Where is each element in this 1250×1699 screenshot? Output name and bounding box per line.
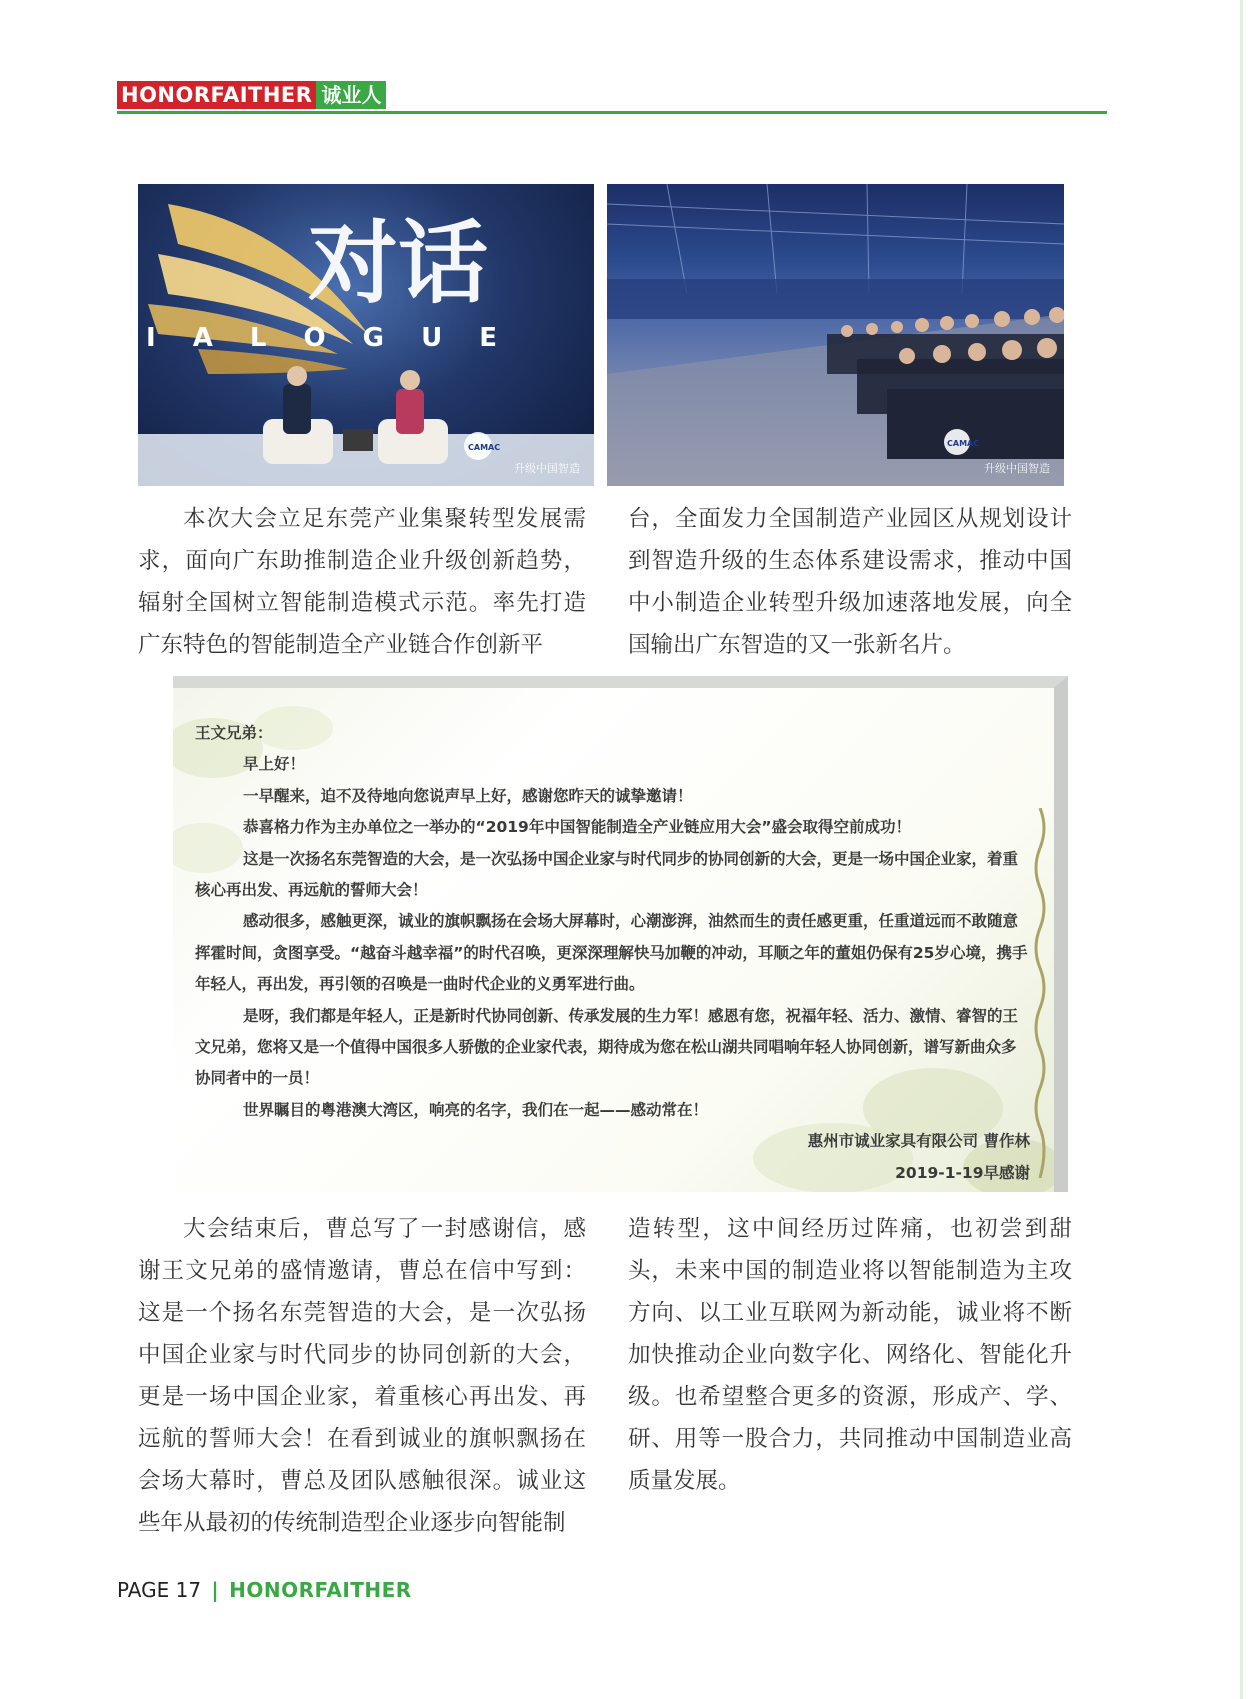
dialogue-en-text: I A L O G U E	[146, 323, 511, 353]
letter-line-2: 恭喜格力作为主办单位之一举办的“2019年中国智能制造全产业链应用大会”盛会取得空前成功！	[243, 818, 912, 837]
page-number: PAGE 17	[117, 1578, 202, 1602]
header-brand-en: HONORFAITHER	[117, 81, 316, 109]
audience-illustration	[607, 184, 1064, 486]
letter-body	[195, 718, 1030, 1189]
thank-you-letter	[173, 676, 1068, 1192]
header-rule	[117, 111, 1107, 114]
letter-date: 2019-1-19早感谢	[895, 1163, 1030, 1182]
page-footer	[117, 1578, 412, 1602]
footer-brand: HONORFAITHER	[229, 1578, 412, 1602]
right-photo-slogan: 升级中国智造	[984, 462, 1050, 475]
left-photo-slogan: 升级中国智造	[514, 462, 580, 475]
left-logo-text: CAMAC	[468, 443, 501, 452]
right-logo-text: CAMAC	[947, 439, 980, 448]
dialogue-stage-photo	[138, 184, 594, 486]
paragraph-2-left: 大会结束后，曹总写了一封感谢信，感谢王文兄弟的盛情邀请，曹总在信中写到：这是一个扬名东莞智造的大会，是一次弘扬中国企业家与时代同步的协同创新的大会，更是一场中国企业家，着重核心再出发、再远航的誓师大会！在看到诚业的旗帜飘扬在会场大幕时，曹总及团队感触很深。诚业这些年从最初的传统制造型企业逐步向智能制	[138, 1216, 586, 1536]
letter-line-4: 感动很多，感触更深，诚业的旗帜飘扬在会场大屏幕时，心潮澎湃，油然而生的责任感更重，任重道远而不敢随意挥霍时间，贪图享受。“越奋斗越幸福”的时代召唤，更深深理解快马加鞭的冲动，耳顺之年的董姐仍保有25岁心境，携手年轻人，再出发，再引领的召唤是一曲时代企业的义勇军进行曲。	[195, 912, 1028, 994]
header-brand-cn: 诚业人	[316, 81, 386, 109]
audience-photo	[607, 184, 1064, 486]
vine-decoration	[1032, 808, 1048, 1178]
letter-line-5: 是呀，我们都是年轻人，正是新时代协同创新、传承发展的生力军！感恩有您，祝福年轻、活力、激情、睿智的王文兄弟，您将又是一个值得中国很多人骄傲的企业家代表，期待成为您在松山湖共同唱响年轻人协同创新，谱写新曲众多协同者中的一员！	[195, 1006, 1019, 1088]
paragraph-1-right: 台，全面发力全国制造产业园区从规划设计到智造升级的生态体系建设需求，推动中国中小制造企业转型升级加速落地发展，向全国输出广东智造的又一张新名片。	[628, 506, 1072, 658]
dialogue-char-1: 对话	[308, 211, 488, 316]
letter-greeting: 早上好！	[243, 755, 306, 774]
letter-line-1: 一早醒来，迫不及待地向您说声早上好，感谢您昨天的诚挚邀请！	[243, 786, 693, 805]
paragraph-2-right: 造转型，这中间经历过阵痛，也初尝到甜头，未来中国的制造业将以智能制造为主攻方向、以工业互联网为新动能，诚业将不断加快推动企业向数字化、网络化、智能化升级。也希望整合更多的资源，形成产、学、研、用等一股合力，共同推动中国制造业高质量发展。	[628, 1216, 1072, 1494]
page-edge-line	[1240, 0, 1243, 1699]
magazine-header	[117, 81, 386, 109]
letter-line-3: 这是一次扬名东莞智造的大会，是一次弘扬中国企业家与时代同步的协同创新的大会，更是一场中国企业家，着重核心再出发、再远航的誓师大会！	[195, 849, 1019, 900]
footer-separator: |	[211, 1578, 219, 1602]
letter-salutation: 王文兄弟：	[195, 724, 273, 742]
letter-signature: 惠州市诚业家具有限公司 曹作林	[807, 1132, 1030, 1151]
stage-illustration	[138, 184, 594, 486]
letter-line-6: 世界瞩目的粤港澳大湾区，响亮的名字，我们在一起——感动常在！	[243, 1100, 709, 1119]
paragraph-1-left: 本次大会立足东莞产业集聚转型发展需求，面向广东助推制造企业升级创新趋势，辐射全国树立智能制造模式示范。率先打造广东特色的智能制造全产业链合作创新平	[138, 506, 586, 658]
